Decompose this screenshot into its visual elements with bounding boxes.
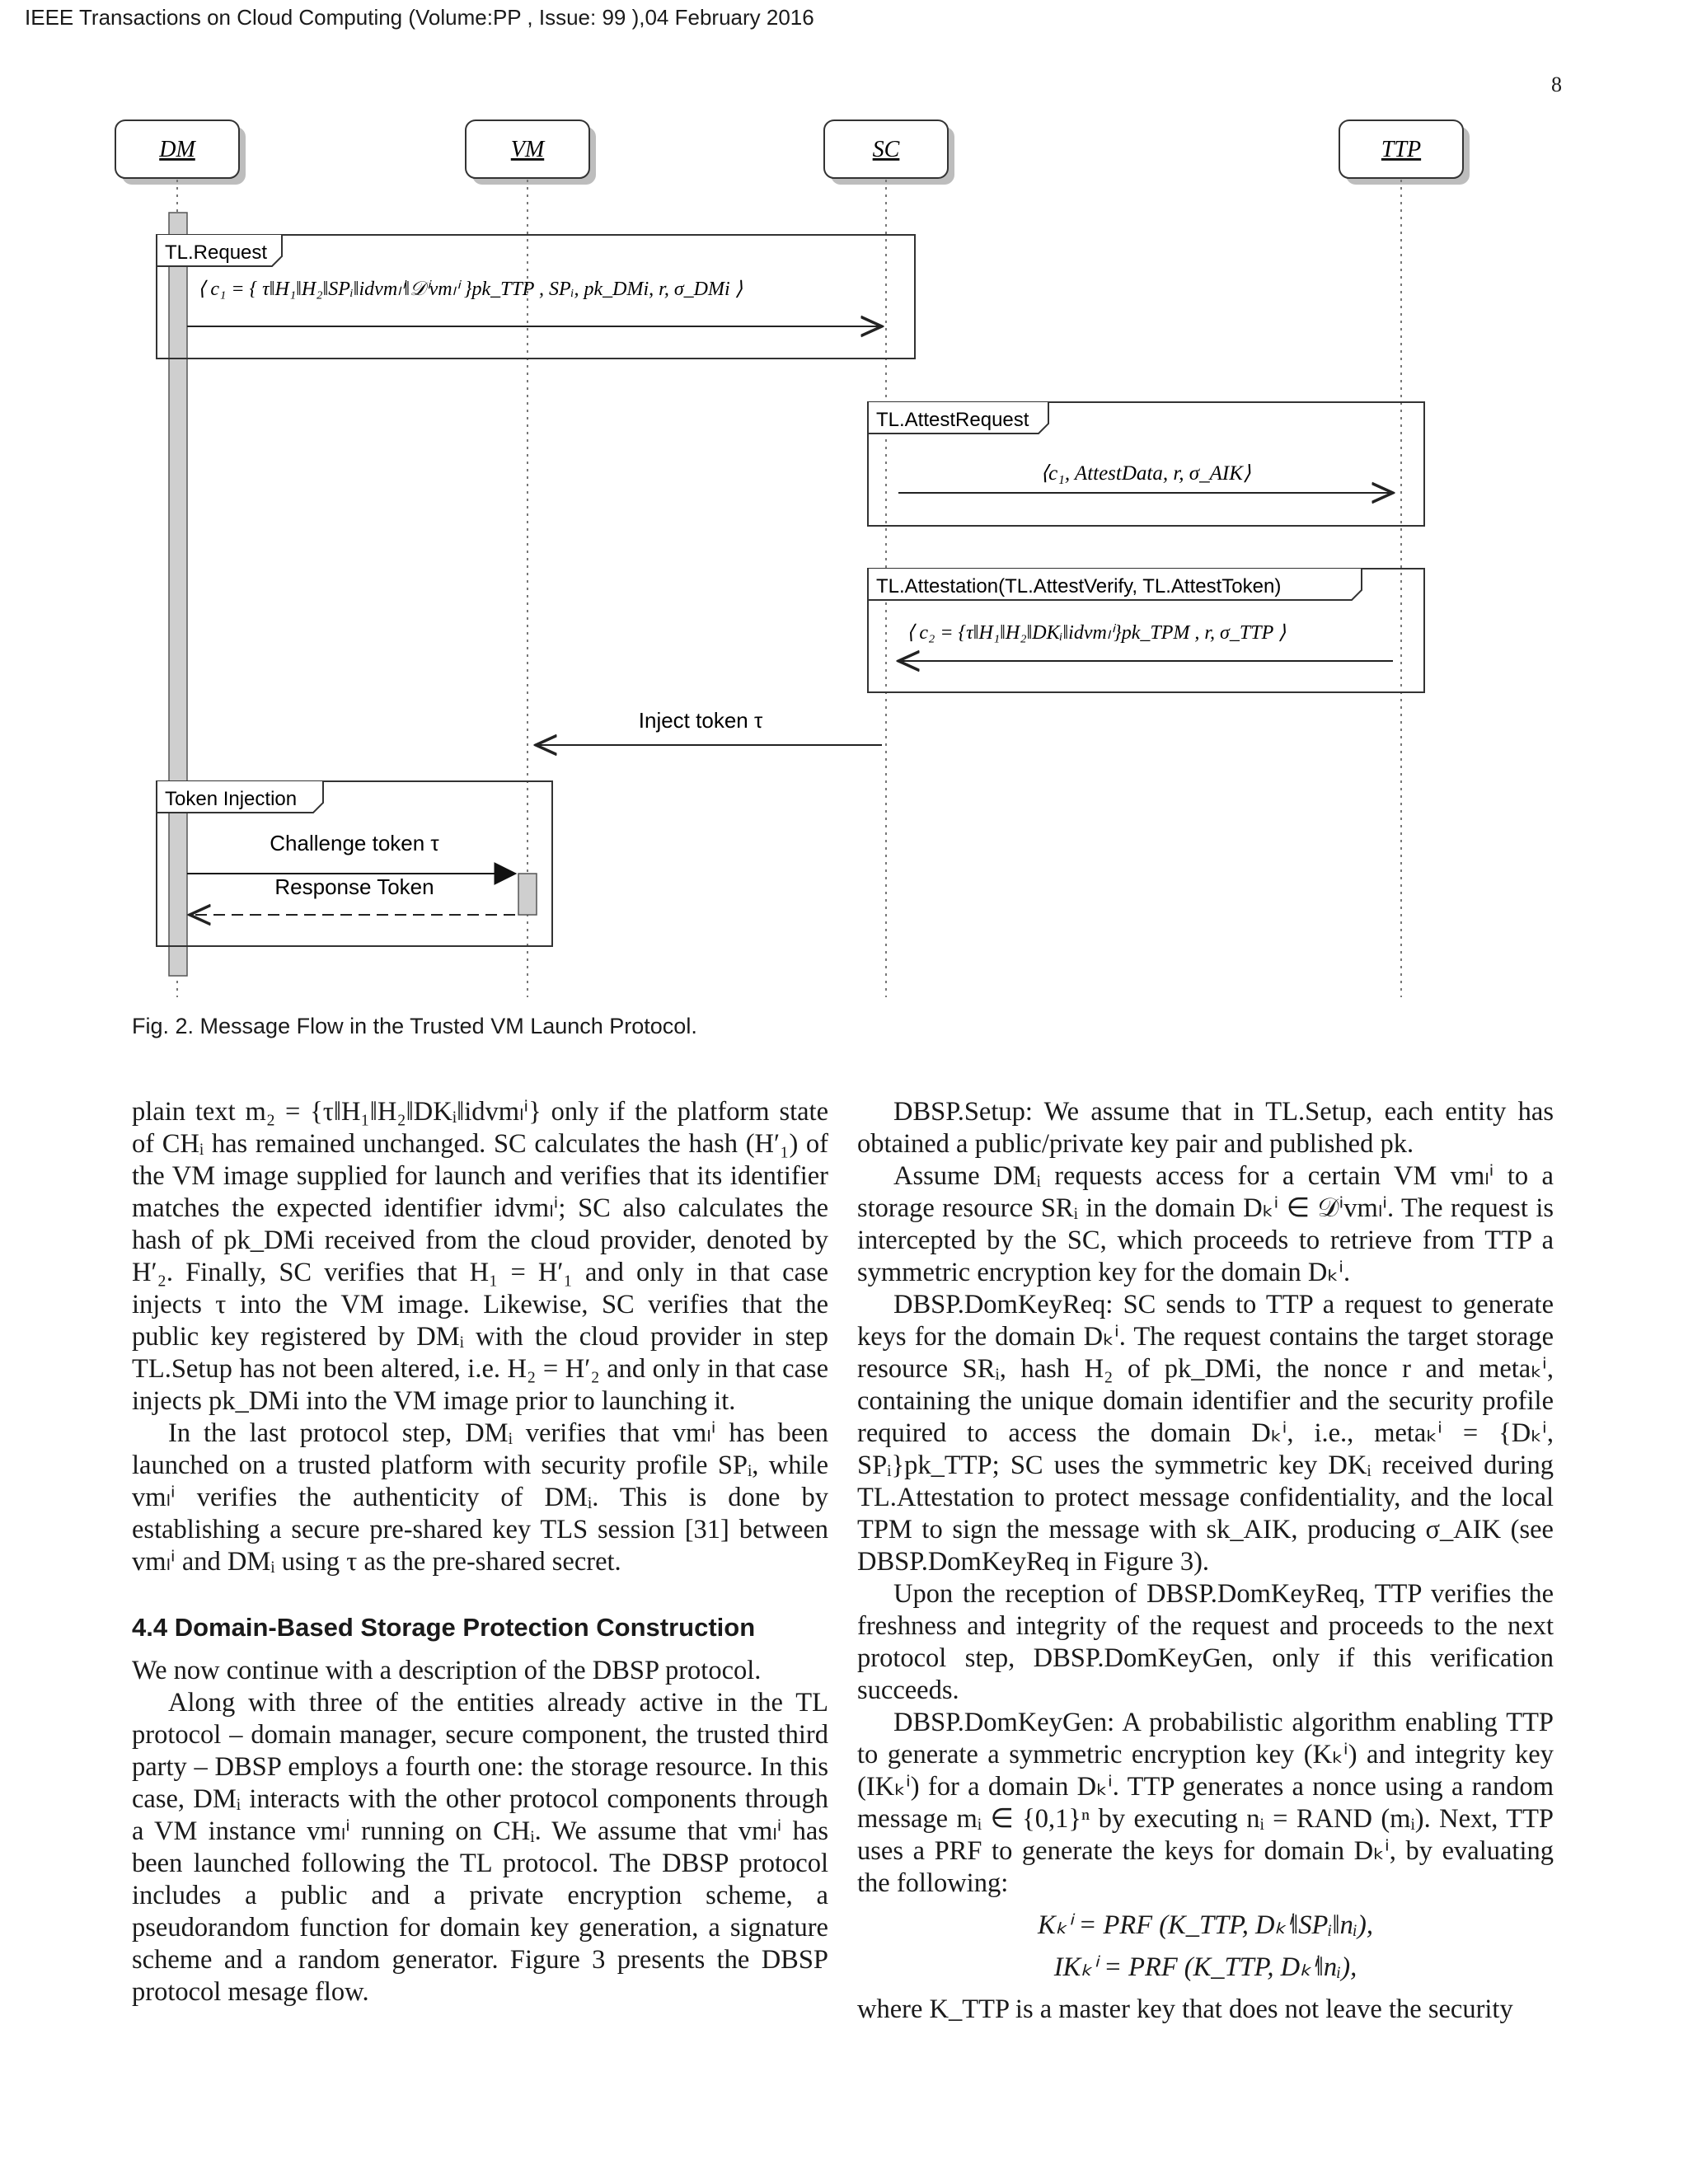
message-inject: Inject token τ [638,708,763,733]
frame-attest-request-label: TL.AttestRequest [876,409,1029,431]
actor-dm [115,120,246,185]
frame-token-injection [157,781,552,946]
left-paragraph-3: We now continue with a description of the DBSP protocol. [132,1656,762,1685]
frame-attestation [868,569,1424,692]
message-response: Response Token [274,874,434,899]
right-paragraph-5: DBSP.DomKeyGen: A probabilistic algorithm enabling TTP to generate a symmetric encryption key (Kₖⁱ) and integrity key (IKₖⁱ) for a domain Dₖⁱ. TTP generates a nonce using a random message mᵢ ∈ {0,1}ⁿ by executing nᵢ = RAND (mᵢ). Next, TTP uses a PRF to generate the keys for domain Dₖⁱ, by evaluating the following: [857,1708,1554,1898]
equation-1: Kₖⁱ = PRF (K_TTP, Dₖⁱ‖SPᵢ‖nᵢ), [1038,1910,1373,1940]
frame-tl-request [157,235,915,359]
right-paragraph-6: where K_TTP is a master key that does not leave the security [857,1994,1513,2024]
message-flow-diagram [0,107,1688,1014]
actor-vm [466,120,596,185]
actor-ttp-label: TTP [1381,137,1422,162]
frame-attestation-label: TL.Attestation(TL.AttestVerify, TL.AttestToken) [876,575,1282,598]
message-attestation: ⟨ c₂ = {τ‖H₁‖H₂‖DKᵢ‖idvmₗⁱ}pk_TPM , r, σ_TTP ⟩ [907,622,1287,644]
actor-sc-label: SC [872,137,900,162]
equation-2: IKₖⁱ = PRF (K_TTP, Dₖⁱ‖nᵢ), [1053,1952,1357,1982]
frame-token-injection-label: Token Injection [165,788,298,810]
section-heading: 4.4 Domain-Based Storage Protection Construction [132,1613,756,1642]
journal-header: IEEE Transactions on Cloud Computing (Volume:PP , Issue: 99 ),04 February 2016 [25,5,814,30]
frame-tl-request-label: TL.Request [165,241,268,264]
actor-dm-label: DM [159,137,195,162]
page-number: 8 [1551,73,1562,96]
left-paragraph-2: In the last protocol step, DMᵢ verifies that vmₗⁱ has been launched on a trusted platform with security profile SPᵢ, while vmₗⁱ verifies the authenticity of DMᵢ. This is done by establishing a secure pre-shared key TLS session [31] between vmₗⁱ and DMᵢ using τ as the pre-shared secret. [132,1418,828,1577]
right-paragraph-1: DBSP.Setup: We assume that in TL.Setup, each entity has obtained a public/private key pair and published pk. [857,1097,1554,1159]
right-paragraph-2: Assume DMᵢ requests access for a certain VM vmₗⁱ to a storage resource SRᵢ in the domain Dₖⁱ ∈ 𝒟ⁱvmₗⁱ. The request is intercepted by the SC, which proceeds to retrieve from TTP a symmetric encryption key for the domain Dₖⁱ. [857,1161,1554,1287]
right-paragraph-4: Upon the reception of DBSP.DomKeyReq, TTP verifies the freshness and integrity of the request and proceeds to the next protocol step, DBSP.DomKeyGen, only if this verification succeeds. [857,1579,1554,1705]
right-column [857,1096,1554,2026]
left-paragraph-1: plain text m₂ = {τ‖H₁‖H₂‖DKᵢ‖idvmₗⁱ} only if the platform state of CHᵢ has remained unchanged. SC calculates the hash (H′₁) of the VM image supplied for launch and verifies that its identifier matches the expected identifier idvmₗⁱ; SC also calculates the hash of pk_DMi received from the cloud provider, denoted by H′₂. Finally, SC verifies that H₁ = H′₁ and only in that case injects τ into the VM image. Likewise, SC verifies that the public key registered by DMᵢ with the cloud provider in step TL.Setup has not been altered, i.e. H₂ = H′₂ and only in that case injects pk_DMi into the VM image prior to launching it. [132,1097,828,1416]
dm-activation-bar [169,213,187,976]
message-request: ⟨ c₁ = { τ‖H₁‖H₂‖SPᵢ‖idvmₗⁱ‖𝒟ⁱvmₗⁱ }pk_TTP , SPᵢ, pk_DMi, r, σ_DMi ⟩ [198,279,743,300]
message-challenge: Challenge token τ [270,831,439,855]
actor-ttp [1339,120,1470,185]
frame-attest-request [868,402,1424,526]
actor-vm-label: VM [510,137,545,162]
actor-sc [824,120,954,185]
right-paragraph-3: DBSP.DomKeyReq: SC sends to TTP a request to generate keys for the domain Dₖⁱ. The request contains the target storage resource SRᵢ, hash H₂ of pk_DMi, the nonce r and metaₖⁱ, containing the unique domain identifier and the security profile required to access the domain Dₖⁱ, i.e., metaₖⁱ = {Dₖⁱ, SPᵢ}pk_TTP; SC uses the symmetric key DKᵢ received during TL.Attestation to protect message confidentiality, and the local TPM to sign the message with sk_AIK, producing σ_AIK (see DBSP.DomKeyReq in Figure 3). [857,1290,1554,1577]
left-paragraph-4: Along with three of the entities already active in the TL protocol – domain manager, secure component, the trusted third party – DBSP employs a fourth one: the storage resource. In this case, DMᵢ interacts with the other protocol components through a VM instance vmₗⁱ running on CHᵢ. We assume that vmₗⁱ has been launched following the TL protocol. The DBSP protocol includes a public and a private encryption scheme, a pseudorandom function for domain key generation, a signature scheme and a random generator. Figure 3 presents the DBSP protocol mesage flow. [132,1688,828,2007]
message-attest-request: ⟨c₁, AttestData, r, σ_AIK⟩ [1040,462,1251,485]
left-column [132,1096,828,2008]
vm-activation-bar [518,874,537,915]
figure-caption: Fig. 2. Message Flow in the Trusted VM Launch Protocol. [132,1014,697,1038]
